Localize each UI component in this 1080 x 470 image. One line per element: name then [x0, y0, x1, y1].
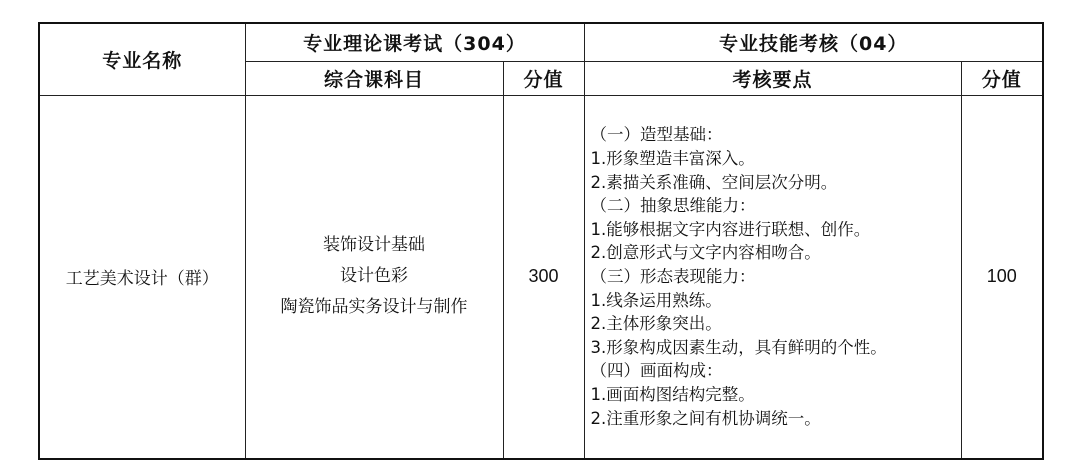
- header-skill-assessment: 专业技能考核（04）: [584, 23, 1043, 61]
- point-item: 2.主体形象突出。: [590, 314, 722, 334]
- subjects-cell: [245, 95, 503, 459]
- point-item: 1.线条运用熟练。: [590, 290, 722, 310]
- subject-item: 装饰设计基础: [323, 235, 425, 256]
- skill-score-cell: 100: [961, 95, 1043, 459]
- point-item: （四）画面构成：: [590, 361, 723, 381]
- header-row-1: [39, 23, 1043, 61]
- major-cell: 工艺美术设计（群）: [39, 95, 245, 459]
- exam-table: [38, 22, 1044, 460]
- table-row: [39, 95, 1043, 459]
- point-item: （一）造型基础：: [590, 125, 723, 145]
- header-score-skill: 分值: [961, 61, 1043, 95]
- point-item: 3.形象构成因素生动，具有鲜明的个性。: [590, 337, 887, 357]
- header-subjects: 综合课科目: [245, 61, 503, 95]
- point-item: （二）抽象思维能力：: [590, 196, 756, 216]
- header-score-theory: 分值: [503, 61, 584, 95]
- point-item: 2.素描关系准确、空间层次分明。: [590, 172, 838, 192]
- header-major-name: 专业名称: [39, 23, 245, 95]
- point-item: 1.能够根据文字内容进行联想、创作。: [590, 219, 871, 239]
- subject-item: 设计色彩: [340, 266, 408, 287]
- point-item: 1.形象塑造丰富深入。: [590, 148, 755, 168]
- point-item: 2.注重形象之间有机协调统一。: [590, 408, 821, 428]
- key-points-cell: [584, 95, 961, 459]
- point-item: 2.创意形式与文字内容相吻合。: [590, 243, 821, 263]
- point-item: （三）形态表现能力：: [590, 266, 756, 286]
- point-item: 1.画面构图结构完整。: [590, 384, 755, 404]
- header-key-points: 考核要点: [584, 61, 961, 95]
- theory-score-cell: 300: [503, 95, 584, 459]
- subject-item: 陶瓷饰品实务设计与制作: [280, 297, 468, 318]
- header-theory-exam: 专业理论课考试（304）: [245, 23, 584, 61]
